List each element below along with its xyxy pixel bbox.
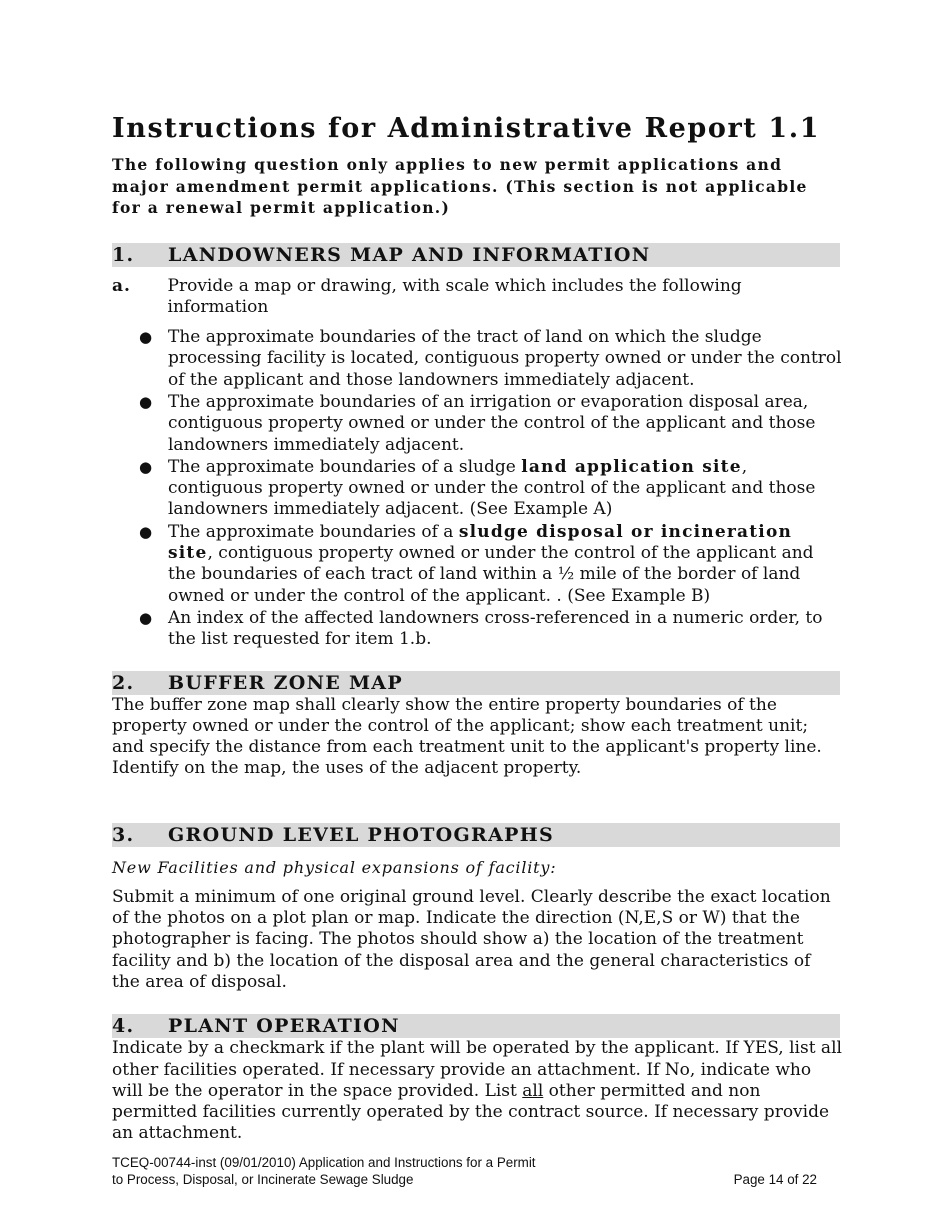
bullet-bold-term: land application site — [521, 456, 742, 477]
bullet-text-start: The approximate boundaries of a sludge — [168, 456, 522, 477]
footer-line-1: TCEQ-00744-inst (09/01/2010) Application and Instructions for a Permit — [112, 1155, 536, 1170]
section-1-number: 1. — [112, 243, 135, 266]
bullet-icon: ● — [139, 457, 153, 476]
bullet-text-start: The approximate boundaries of a — [168, 521, 459, 542]
list-item — [112, 608, 842, 651]
section-3-header — [112, 823, 840, 847]
bullet-text: The approximate boundaries of the tract of land on which the sludge processing facility is located, contiguous property owned or under the control of the applicant and those landowners immediately adjacent. — [168, 327, 842, 390]
item-a-text: Provide a map or drawing, with scale which includes the following information — [167, 275, 742, 317]
list-item — [112, 522, 842, 607]
section-2-heading: BUFFER ZONE MAP — [168, 671, 403, 694]
section-1-item-a — [112, 276, 842, 319]
section-1-header — [112, 243, 840, 267]
footer-line-2: to Process, Disposal, or Incinerate Sewage Sludge — [112, 1171, 414, 1187]
section-4-text — [112, 1038, 842, 1144]
bullet-text-end: , contiguous property owned or under the control of the applicant and those landowners immediately adjacent. (See Example A) — [168, 456, 816, 520]
bullet-text-end: , contiguous property owned or under the control of the applicant and the boundaries of each tract of land within a ½ mile of the border of land owned or under the control of the applicant. . (See Example B) — [168, 543, 814, 606]
page-footer — [112, 1155, 817, 1188]
section-1-bullet-list — [112, 327, 842, 650]
section-2-number: 2. — [112, 671, 135, 694]
section-4-heading: PLANT OPERATION — [168, 1015, 400, 1038]
bullet-icon: ● — [139, 392, 153, 411]
section-4-text-end: other permitted and non permitted facilities currently operated by the contract source. If necessary provide an attachment. — [112, 1080, 830, 1144]
bullet-icon: ● — [139, 328, 153, 347]
section-3-heading: GROUND LEVEL PHOTOGRAPHS — [168, 823, 555, 846]
section-4-number: 4. — [112, 1015, 135, 1038]
list-item — [112, 392, 842, 456]
bullet-bold-term: sludge disposal or incineration site — [168, 521, 793, 564]
intro-note: The following question only applies to new permit applications and major amendment permit applications. (This section is not applicable for a renewal permit application.) — [112, 155, 808, 217]
section-3-text: Submit a minimum of one original ground level. Clearly describe the exact location of the photos on a plot plan or map. Indicate the direction (N,E,S or W) that the photographer is facing. The photos should show a) the location of the treatment facility and b) the location of the disposal area and the general characteristics of the area of disposal. — [112, 886, 831, 992]
section-1-heading: LANDOWNERS MAP AND INFORMATION — [168, 243, 651, 266]
underlined-word: all — [522, 1080, 544, 1101]
page-title: Instructions for Administrative Report 1.1 — [112, 113, 821, 144]
section-3-number: 3. — [112, 823, 135, 846]
list-item — [112, 457, 842, 521]
section-4-header — [112, 1014, 840, 1038]
section-4-text-start: Indicate by a checkmark if the plant will be operated by the applicant. If YES, list all other facilities operated. If necessary provide an attachment. If No, indicate who will be the operator in the space provided. List — [112, 1038, 842, 1101]
bullet-text: An index of the affected landowners cross-referenced in a numeric order, to the list requested for item 1.b. — [168, 607, 823, 650]
bullet-text: The approximate boundaries of an irrigation or evaporation disposal area, contiguous property owned or under the control of the applicant and those landowners immediately adjacent. — [168, 391, 816, 455]
page-content — [112, 112, 842, 1145]
bullet-icon: ● — [139, 522, 153, 541]
item-a-label: a. — [112, 275, 131, 296]
bullet-icon: ● — [139, 608, 153, 627]
section-3-subheading: New Facilities and physical expansions of facility: — [112, 857, 557, 877]
section-2-header — [112, 671, 840, 695]
page-number: Page 14 of 22 — [733, 1171, 817, 1187]
list-item — [112, 327, 842, 391]
section-2-text: The buffer zone map shall clearly show the entire property boundaries of the property owned or under the control of the applicant; show each treatment unit; and specify the distance from each treatment unit to the applicant's property line. Identify on the map, the uses of the adjacent property. — [112, 694, 822, 779]
